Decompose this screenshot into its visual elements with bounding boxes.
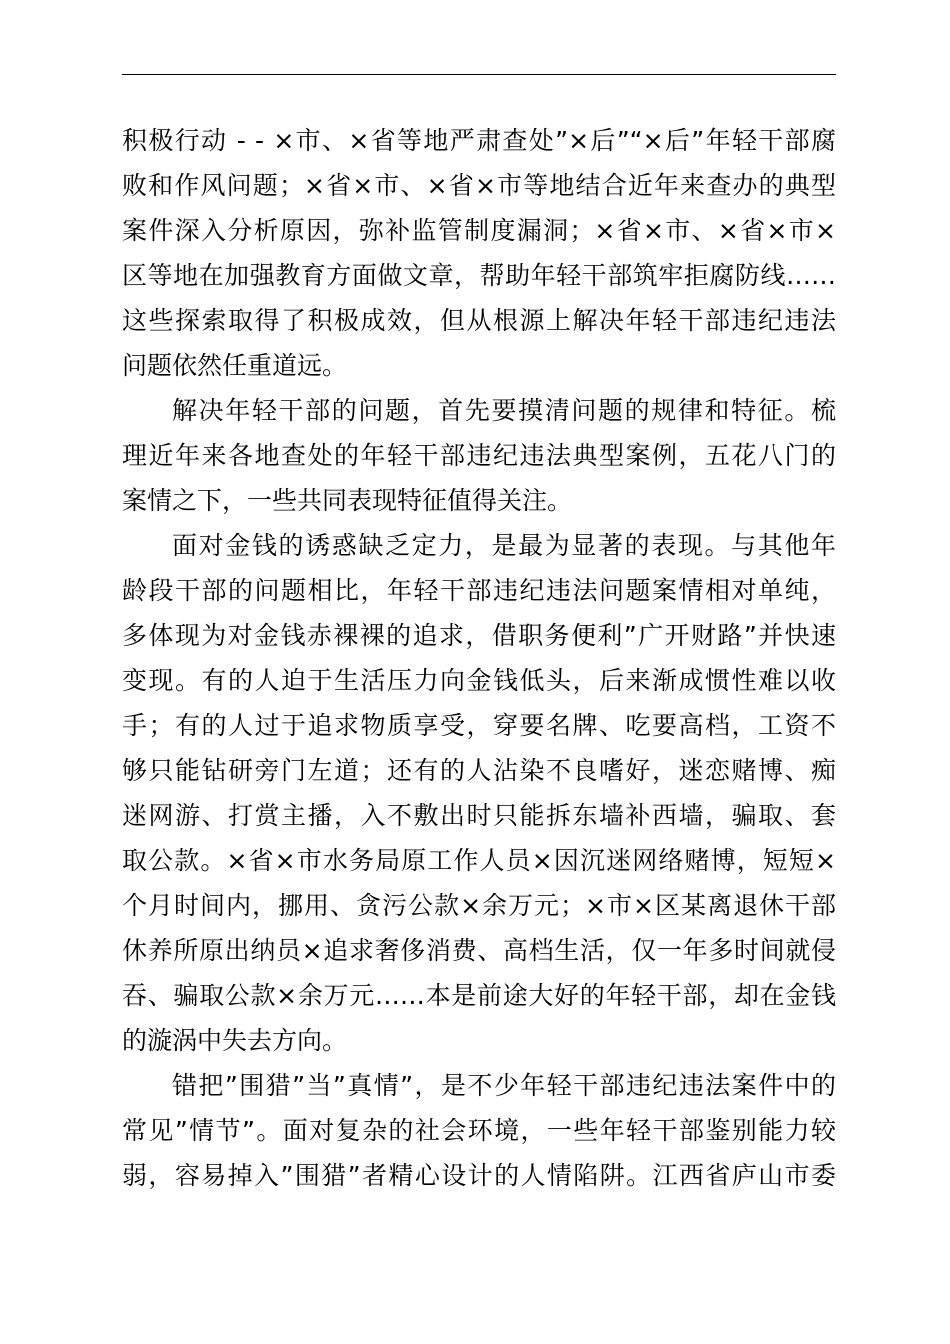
text-line: 问题依然任重道远。 <box>122 351 348 380</box>
paragraph-first-line: 解决年轻干部的问题，首先要摸清问题的规律和特征。梳 <box>172 396 836 425</box>
text-line: 理近年来各地查处的年轻干部违纪违法典型案例，五花八门的 <box>122 441 836 470</box>
text-line: 常见”情节”。面对复杂的社会环境，一些年轻干部鉴别能力较 <box>122 1116 836 1145</box>
text-line: 取公款。×省×市水务局原工作人员×因沉迷网络赌博，短短× <box>122 846 836 875</box>
text-line: 的漩涡中失去方向。 <box>122 1026 348 1055</box>
header-rule <box>122 74 836 75</box>
text-line: 败和作风问题；×省×市、×省×市等地结合近年来查办的典型 <box>122 171 836 200</box>
text-line: 多体现为对金钱赤裸裸的追求，借职务便利”广开财路”并快速 <box>122 621 836 650</box>
paragraph-first-line: 错把”围猎”当”真情”，是不少年轻干部违纪违法案件中的 <box>172 1071 836 1100</box>
text-line: 迷网游、打赏主播，入不敷出时只能拆东墙补西墙，骗取、套 <box>122 801 836 830</box>
text-line: 变现。有的人迫于生活压力向金钱低头，后来渐成惯性难以收 <box>122 666 836 695</box>
text-line: 休养所原出纳员×追求奢侈消费、高档生活，仅一年多时间就侵 <box>122 936 836 965</box>
text-line: 够只能钻研旁门左道；还有的人沾染不良嗜好，迷恋赌博、痴 <box>122 756 836 785</box>
text-line: 积极行动 - - ×市、×省等地严肃查处”×后”“×后”年轻干部腐 <box>122 126 836 155</box>
text-line: 龄段干部的问题相比，年轻干部违纪违法问题案情相对单纯， <box>122 576 836 605</box>
text-line: 手；有的人过于追求物质享受，穿要名牌、吃要高档，工资不 <box>122 711 836 740</box>
text-line: 案情之下，一些共同表现特征值得关注。 <box>122 486 573 515</box>
text-line: 区等地在加强教育方面做文章，帮助年轻干部筑牢拒腐防线…… <box>122 261 836 290</box>
text-line: 吞、骗取公款×余万元……本是前途大好的年轻干部，却在金钱 <box>122 981 836 1010</box>
text-line: 弱，容易掉入”围猎”者精心设计的人情陷阱。江西省庐山市委 <box>122 1161 836 1190</box>
paragraph-first-line: 面对金钱的诱惑缺乏定力，是最为显著的表现。与其他年 <box>172 531 836 560</box>
text-line: 案件深入分析原因，弥补监管制度漏洞；×省×市、×省×市× <box>122 216 836 245</box>
text-line: 个月时间内，挪用、贪污公款×余万元；×市×区某离退休干部 <box>122 891 836 920</box>
text-line: 这些探索取得了积极成效，但从根源上解决年轻干部违纪违法 <box>122 306 836 335</box>
